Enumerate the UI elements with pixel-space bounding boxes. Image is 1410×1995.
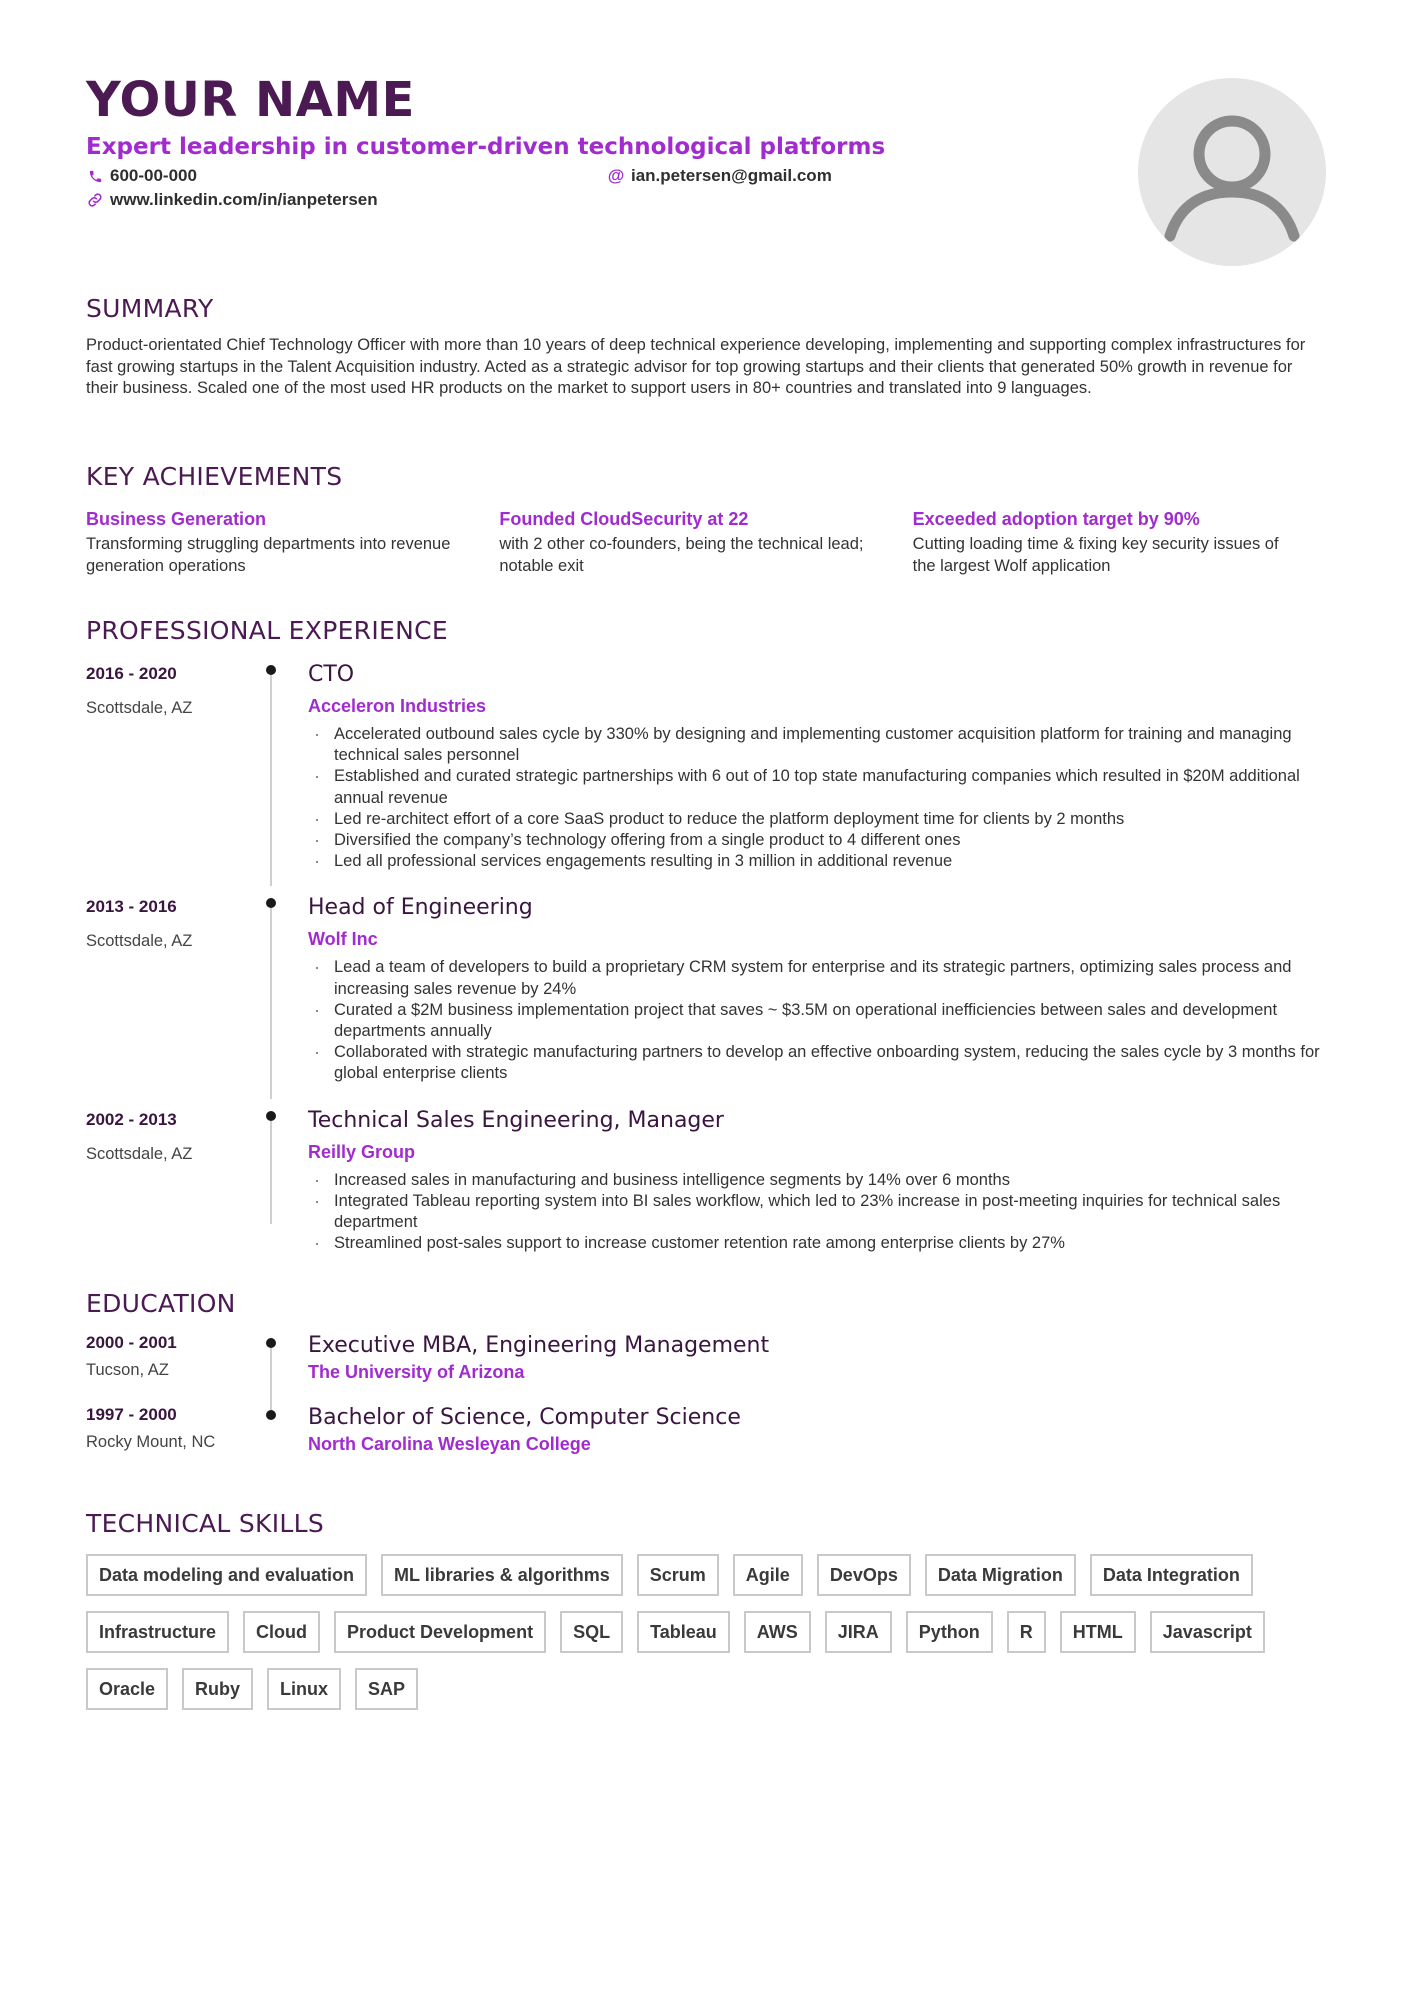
skills-title: TECHNICAL SKILLS bbox=[86, 1509, 324, 1538]
phone-text: 600-00-000 bbox=[110, 166, 197, 185]
timeline-marker bbox=[266, 1107, 308, 1255]
experience-details bbox=[308, 661, 1326, 872]
bullet-item: · Established and curated strategic partnerships with 6 out of 10 top state manufacturing companies which resulted in $20M additional annual revenue bbox=[308, 766, 1326, 808]
education-details bbox=[308, 1404, 1326, 1456]
summary-title: SUMMARY bbox=[86, 294, 214, 323]
timeline-dot bbox=[266, 1111, 276, 1121]
education-date: 2000 - 2001 bbox=[86, 1333, 177, 1352]
skill-tag: ML libraries & algorithms bbox=[381, 1554, 623, 1596]
education-section bbox=[86, 1288, 1326, 1456]
avatar[interactable] bbox=[1138, 78, 1326, 266]
timeline-dot bbox=[266, 898, 276, 908]
timeline-rail bbox=[270, 675, 272, 886]
experience-company: Acceleron Industries bbox=[308, 696, 487, 716]
achievement-title: Exceeded adoption target by 90% bbox=[912, 509, 1200, 529]
experience-meta bbox=[86, 661, 266, 872]
timeline-dot bbox=[266, 1410, 276, 1420]
skill-tag: R bbox=[1007, 1611, 1046, 1653]
email-text: ian.petersen@gmail.com bbox=[631, 166, 832, 185]
experience-meta bbox=[86, 894, 266, 1084]
skill-tag: Agile bbox=[733, 1554, 803, 1596]
skill-tag: JIRA bbox=[825, 1611, 892, 1653]
timeline-rail bbox=[270, 1121, 272, 1225]
skill-tag: Data Migration bbox=[925, 1554, 1076, 1596]
skill-tag: Tableau bbox=[637, 1611, 730, 1653]
skill-tag: AWS bbox=[744, 1611, 811, 1653]
achievement-title: Founded CloudSecurity at 22 bbox=[499, 509, 749, 529]
skill-tag: Cloud bbox=[243, 1611, 320, 1653]
education-degree: Bachelor of Science, Computer Science bbox=[308, 1405, 741, 1430]
skills-section bbox=[86, 1508, 1326, 1710]
bullet-item: · Increased sales in manufacturing and business intelligence segments by 14% over 6 months bbox=[308, 1170, 1326, 1191]
summary-text: Product-orientated Chief Technology Officer with more than 10 years of deep technical experience developing, implementing and supporting complex infrastructures for fast growing startups in the Talent Acquisition industry. Acted as a strategic advisor for top growing startups and their clients that generated 50% growth in revenue for their business. Scaled one of the most used HR products on the market to support users in 80+ countries and translated into 9 languages. bbox=[86, 336, 1306, 397]
education-list bbox=[86, 1332, 1326, 1456]
bullet-item: · Curated a $2M business implementation project that saves ~ $3.5M on operational inefficiencies between sales and development departments annually bbox=[308, 1000, 1326, 1042]
skill-tag: Linux bbox=[267, 1668, 341, 1710]
experience-date: 2002 - 2013 bbox=[86, 1109, 177, 1129]
experience-item bbox=[86, 894, 1326, 1084]
skill-tag: Python bbox=[906, 1611, 993, 1653]
resume-header bbox=[86, 72, 1326, 272]
skill-tag: SAP bbox=[355, 1668, 418, 1710]
experience-date: 2016 - 2020 bbox=[86, 664, 177, 683]
achievement-desc: Cutting loading time & fixing key security issues of the largest Wolf application bbox=[912, 535, 1279, 575]
education-location: Rocky Mount, NC bbox=[86, 1433, 216, 1451]
timeline-marker bbox=[266, 1332, 308, 1384]
experience-bullets bbox=[308, 1170, 1326, 1255]
link-icon bbox=[86, 191, 104, 209]
experience-location: Scottsdale, AZ bbox=[86, 932, 193, 951]
timeline-dot bbox=[266, 665, 276, 675]
achievements-section bbox=[86, 461, 1326, 577]
linkedin-text: www.linkedin.com/in/ianpetersen bbox=[110, 190, 378, 209]
phone-icon bbox=[86, 167, 104, 185]
bullet-item: · Collaborated with strategic manufacturing partners to develop an effective onboarding system, reducing the sales cycle by 3 months for global enterprise clients bbox=[308, 1042, 1326, 1084]
bullet-item: · Diversified the company’s technology offering from a single product to 4 different ones bbox=[308, 830, 1326, 851]
education-item bbox=[86, 1404, 1326, 1456]
timeline-rail bbox=[270, 1348, 272, 1410]
bullet-item: · Led all professional services engagements resulting in 3 million in additional revenue bbox=[308, 851, 1326, 872]
education-meta bbox=[86, 1332, 266, 1384]
timeline-marker bbox=[266, 894, 308, 1084]
bullet-item: · Accelerated outbound sales cycle by 330% by designing and implementing customer acquisition platform for training and managing technical sales personnel bbox=[308, 724, 1326, 766]
experience-item bbox=[86, 1107, 1326, 1255]
experience-list bbox=[86, 661, 1326, 1254]
skill-tag: Product Development bbox=[334, 1611, 546, 1653]
achievement-desc: Transforming struggling departments into revenue generation operations bbox=[86, 535, 451, 575]
education-title: EDUCATION bbox=[86, 1289, 236, 1318]
education-school: North Carolina Wesleyan College bbox=[308, 1434, 591, 1454]
achievement-item bbox=[499, 507, 912, 577]
experience-location: Scottsdale, AZ bbox=[86, 699, 193, 717]
achievement-item bbox=[86, 507, 499, 577]
bullet-item: · Integrated Tableau reporting system into BI sales workflow, which led to 23% increase in post-meeting inquiries for technical sales department bbox=[308, 1191, 1326, 1233]
bullet-item: · Led re-architect effort of a core SaaS product to reduce the platform deployment time for clients by 2 months bbox=[308, 809, 1326, 830]
education-school: The University of Arizona bbox=[308, 1362, 525, 1382]
experience-bullets bbox=[308, 724, 1326, 872]
experience-details bbox=[308, 894, 1326, 1084]
candidate-tagline: Expert leadership in customer-driven technological platforms bbox=[86, 134, 886, 160]
experience-company: Wolf Inc bbox=[308, 929, 378, 950]
contact-email[interactable] bbox=[607, 164, 832, 188]
achievements-list bbox=[86, 507, 1326, 577]
achievements-title: KEY ACHIEVEMENTS bbox=[86, 462, 343, 491]
timeline-marker bbox=[266, 1404, 308, 1456]
achievement-desc: with 2 other co-founders, being the technical lead; notable exit bbox=[499, 535, 864, 575]
experience-title: PROFESSIONAL EXPERIENCE bbox=[86, 616, 448, 645]
education-degree: Executive MBA, Engineering Management bbox=[308, 1333, 770, 1358]
skill-tag: Oracle bbox=[86, 1668, 168, 1710]
bullet-item: · Lead a team of developers to build a proprietary CRM system for enterprise and its strategic partners, optimizing sales process and increasing sales revenue by 24% bbox=[308, 957, 1326, 999]
experience-bullets bbox=[308, 957, 1326, 1084]
skill-tag: HTML bbox=[1060, 1611, 1136, 1653]
skill-tag: DevOps bbox=[817, 1554, 911, 1596]
experience-role: CTO bbox=[308, 662, 355, 687]
achievement-item bbox=[913, 507, 1326, 577]
experience-role: Head of Engineering bbox=[308, 895, 533, 921]
experience-role: Technical Sales Engineering, Manager bbox=[308, 1107, 724, 1133]
timeline-rail bbox=[270, 908, 272, 1098]
skill-tag: Data modeling and evaluation bbox=[86, 1554, 367, 1596]
experience-location: Scottsdale, AZ bbox=[86, 1144, 193, 1163]
skill-tag: Data Integration bbox=[1090, 1554, 1253, 1596]
education-meta bbox=[86, 1404, 266, 1456]
user-placeholder-icon bbox=[1138, 78, 1326, 266]
candidate-name: YOUR NAME bbox=[86, 72, 415, 128]
skill-tag: Scrum bbox=[637, 1554, 719, 1596]
at-sign-icon: @ bbox=[607, 166, 625, 185]
timeline-dot bbox=[266, 1338, 276, 1348]
experience-company: Reilly Group bbox=[308, 1141, 416, 1162]
summary-section bbox=[86, 293, 1326, 400]
experience-meta bbox=[86, 1107, 266, 1255]
experience-item bbox=[86, 661, 1326, 872]
achievement-title: Business Generation bbox=[86, 509, 267, 529]
education-item bbox=[86, 1332, 1326, 1384]
education-date: 1997 - 2000 bbox=[86, 1405, 177, 1424]
skill-tag: Infrastructure bbox=[86, 1611, 229, 1653]
contact-phone[interactable] bbox=[86, 164, 197, 188]
skill-tag: Javascript bbox=[1150, 1611, 1265, 1653]
experience-date: 2013 - 2016 bbox=[86, 897, 177, 917]
skills-list bbox=[86, 1554, 1326, 1710]
timeline-marker bbox=[266, 661, 308, 872]
contact-linkedin[interactable] bbox=[86, 188, 378, 212]
experience-section bbox=[86, 615, 1326, 1254]
skill-tag: SQL bbox=[560, 1611, 623, 1653]
experience-details bbox=[308, 1107, 1326, 1255]
education-details bbox=[308, 1332, 1326, 1384]
skill-tag: Ruby bbox=[182, 1668, 253, 1710]
education-location: Tucson, AZ bbox=[86, 1361, 169, 1379]
bullet-item: · Streamlined post-sales support to increase customer retention rate among enterprise clients by 27% bbox=[308, 1233, 1326, 1254]
